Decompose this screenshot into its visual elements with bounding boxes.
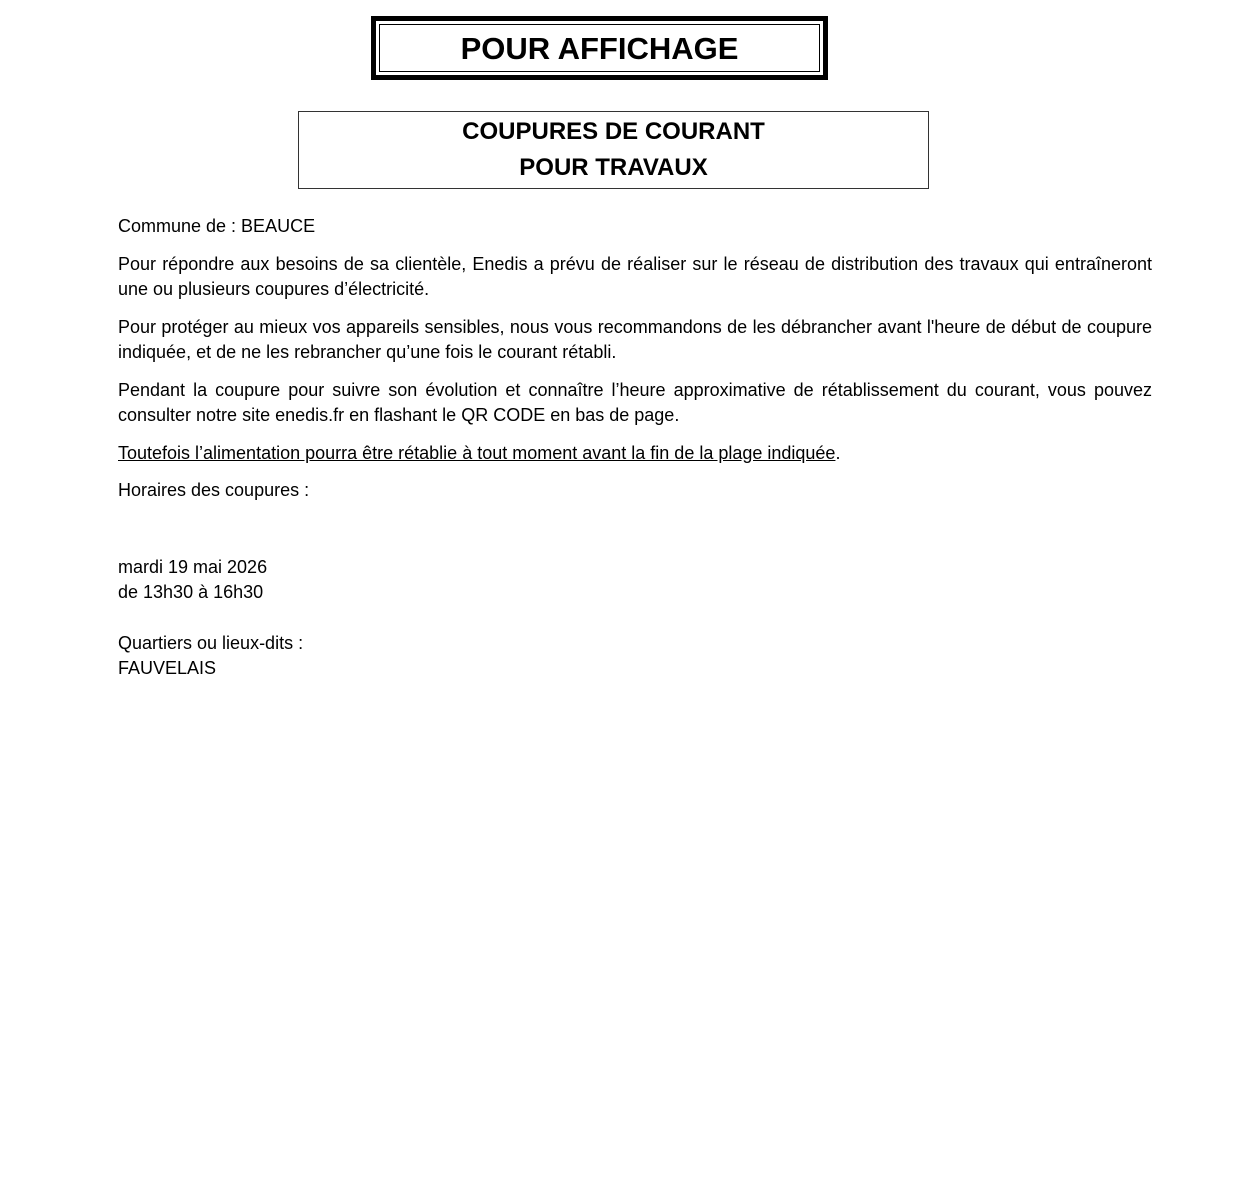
- coupures-title-line1: COUPURES DE COURANT: [462, 118, 765, 145]
- commune-line: Commune de : BEAUCE: [118, 216, 316, 236]
- spacer: [118, 606, 1152, 631]
- schedule-block: [118, 555, 1152, 606]
- location-block: [118, 631, 1152, 682]
- notice-period: .: [835, 442, 841, 463]
- paragraph-appareils: Pour protéger au mieux vos appareils sensibles, nous vous recommandons de les débrancher avant l'heure de début de coupure indiquée, et de ne les rebrancher qu’une fois le courant rétabli.: [118, 316, 1152, 362]
- pour-affichage-box: [371, 16, 828, 80]
- schedule-date: mardi 19 mai 2026: [118, 556, 268, 577]
- coupures-title-box: [298, 111, 929, 189]
- location-label: Quartiers ou lieux-dits :: [118, 632, 304, 653]
- spacer: [118, 516, 1152, 555]
- horaires-label: Horaires des coupures :: [118, 480, 310, 500]
- notice-content: [118, 214, 1152, 682]
- pour-affichage-inner-frame: [379, 24, 820, 72]
- schedule-time: de 13h30 à 16h30: [118, 582, 264, 602]
- paragraph-suivi: Pendant la coupure pour suivre son évolution et connaître l’heure approximative de rétablissement du courant, vous pouvez consulter notre site enedis.fr en flashant le QR CODE en bas de page.: [118, 379, 1152, 425]
- notice-retablissement: [118, 441, 1152, 467]
- paragraph-besoins: Pour répondre aux besoins de sa clientèle, Enedis a prévu de réaliser sur le réseau de distribution des travaux qui entraîneront une ou plusieurs coupures d’électricité.: [118, 253, 1152, 299]
- coupures-title-line2: POUR TRAVAUX: [519, 154, 708, 181]
- notice-underlined-text: Toutefois l’alimentation pourra être rétablie à tout moment avant la fin de la plage indiquée: [118, 442, 836, 463]
- location-place: FAUVELAIS: [118, 658, 217, 678]
- pour-affichage-title: POUR AFFICHAGE: [460, 30, 739, 66]
